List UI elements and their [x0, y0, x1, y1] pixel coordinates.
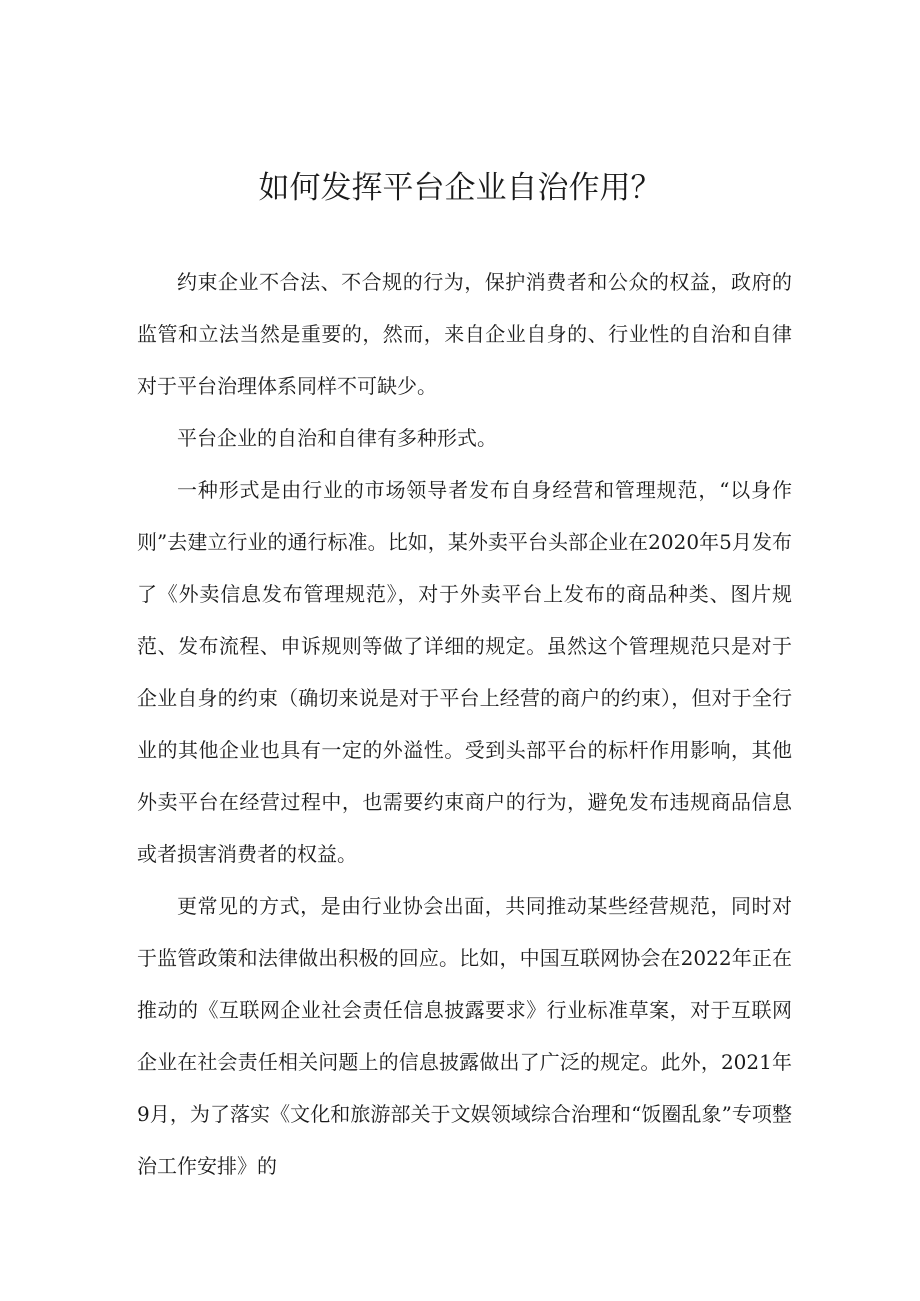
document-body [137, 256, 792, 1192]
paragraph: 平台企业的自治和自律有多种形式。 [177, 426, 497, 450]
document-title: 如何发挥平台企业自治作用？ [258, 170, 662, 206]
paragraph: 约束企业不合法、不合规的行为，保护消费者和公众的权益，政府的监管和立法当然是重要的，然而，来自企业自身的、行业性的自治和自律对于平台治理体系同样不可缺少。 [137, 270, 792, 398]
paragraph: 一种形式是由行业的市场领导者发布自身经营和管理规范，“以身作则”去建立行业的通行标准。比如，某外卖平台头部企业在2020年5月发布了《外卖信息发布管理规范》，对于外卖平台上发布的商品种类、图片规范、发布流程、申诉规则等做了详细的规定。虽然这个管理规范只是对于企业自身的约束（确切来说是对于平台上经营的商户的约束），但对于全行业的其他企业也具有一定的外溢性。受到头部平台的标杆作用影响，其他外卖平台在经营过程中，也需要约束商户的行为，避免发布违规商品信息或者损害消费者的权益。 [137, 478, 792, 866]
paragraph: 更常见的方式，是由行业协会出面，共同推动某些经营规范，同时对于监管政策和法律做出积极的回应。比如，中国互联网协会在2022年正在推动的《互联网企业社会责任信息披露要求》行业标准草案，对于互联网企业在社会责任相关问题上的信息披露做出了广泛的规定。此外，2021年9月，为了落实《文化和旅游部关于文娱领域综合治理和“饭圈乱象”专项整治工作安排》的 [137, 894, 792, 1178]
